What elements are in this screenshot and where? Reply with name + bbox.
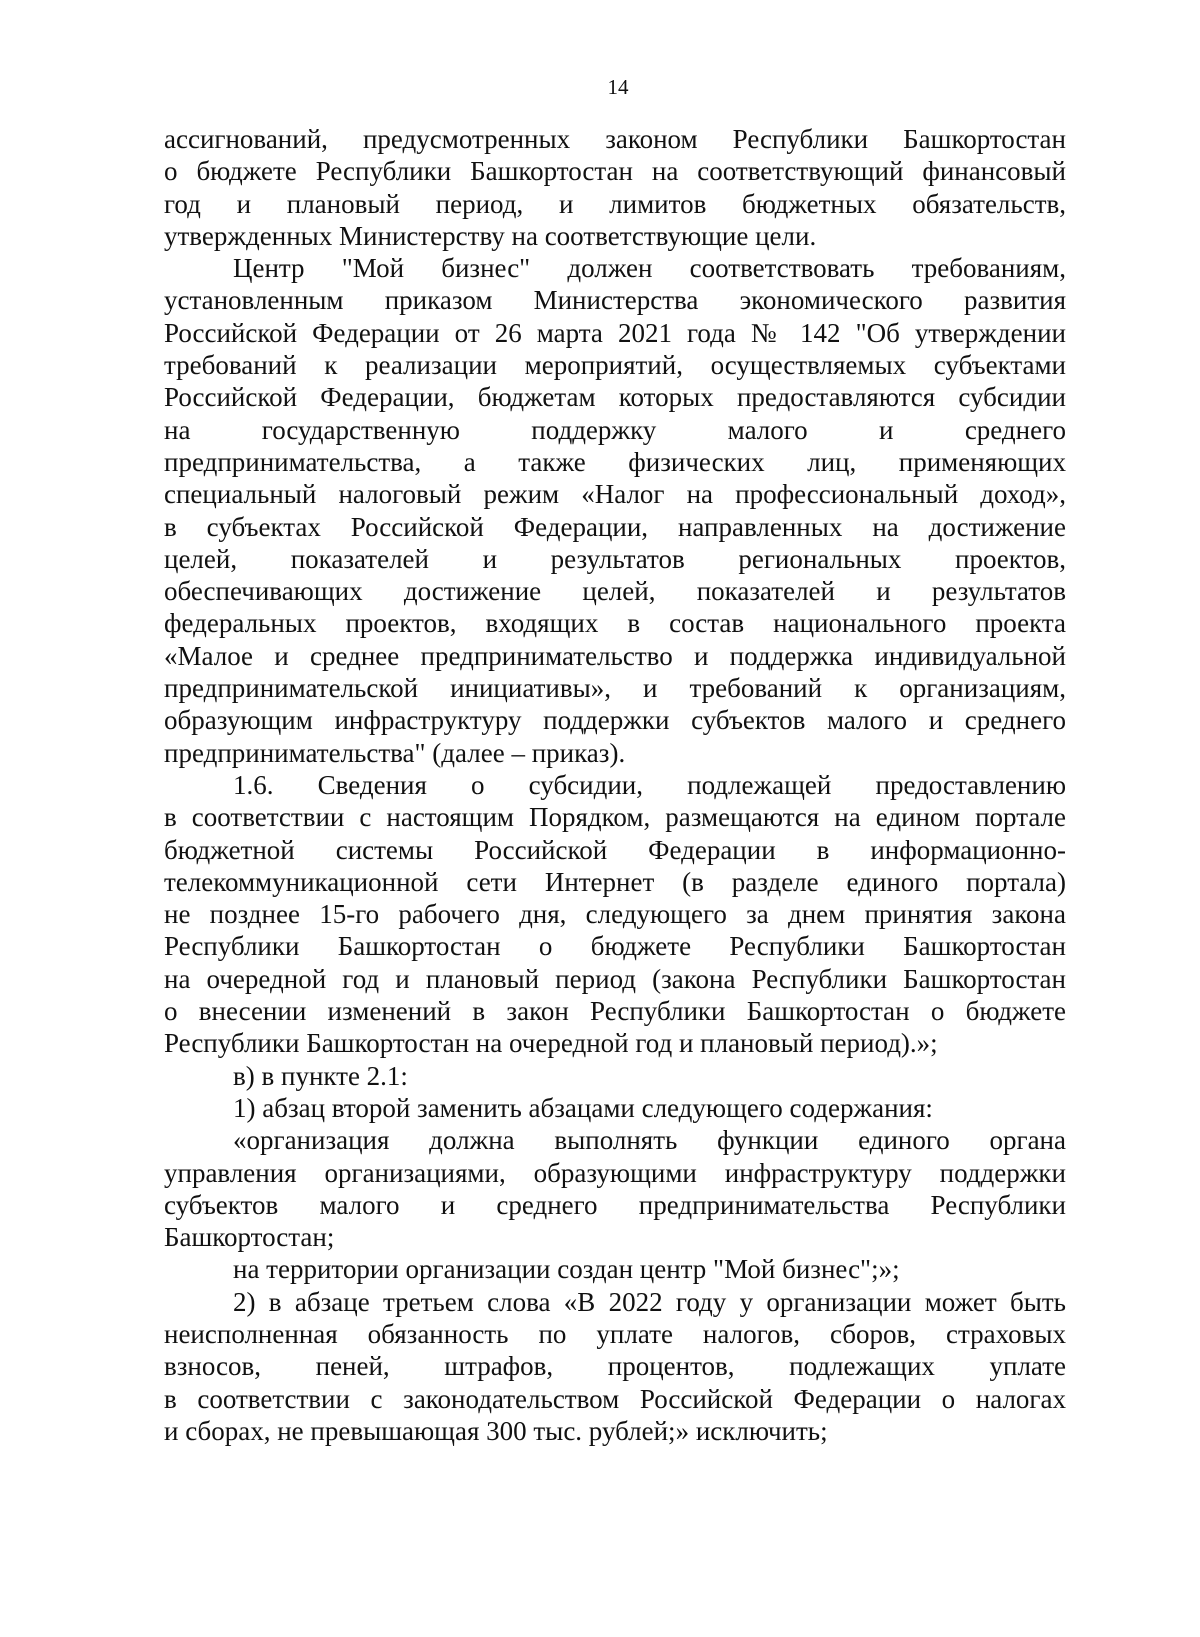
text-line: образующим инфраструктуру поддержки субъектов малого и среднего [164,705,1066,736]
text-line: Центр "Мой бизнес" должен соответствовать требованиям, [233,253,1066,284]
text-line: взносов, пеней, штрафов, процентов, подлежащих уплате [164,1351,1066,1382]
text-line: в соответствии с законодательством Российской Федерации о налогах [164,1383,1066,1414]
page-number: 14 [607,75,629,99]
text-line: управления организациями, образующими инфраструктуру поддержки [164,1157,1066,1188]
text-line: специальный налоговый режим «Налог на профессиональный доход», [164,479,1066,510]
text-line: предпринимательской инициативы», и требований к организациям, [164,673,1066,704]
text-line: 1) абзац второй заменить абзацами следующего содержания: [233,1092,933,1123]
text-line: Российской Федерации, бюджетам которых предоставляются субсидии [164,382,1066,413]
text-line: предпринимательства" (далее – приказ). [164,737,626,768]
text-line: предпринимательства, а также физических лиц, применяющих [164,446,1066,477]
text-line: о бюджете Республики Башкортостан на соответствующий финансовый [164,156,1066,187]
text-line: обеспечивающих достижение целей, показателей и результатов [164,576,1066,607]
text-line: в) в пункте 2.1: [233,1060,408,1091]
text-line: Башкортостан; [164,1222,335,1253]
text-line: 1.6. Сведения о субсидии, подлежащей предоставлению [233,769,1066,800]
text-line: на государственную поддержку малого и среднего [164,414,1066,445]
text-line: на территории организации создан центр "Мой бизнес";»; [233,1254,900,1285]
document-body [164,123,1066,1447]
text-line: требований к реализации мероприятий, осуществляемых субъектами [164,350,1066,381]
text-line: в субъектах Российской Федерации, направленных на достижение [164,511,1066,542]
text-line: утвержденных Министерству на соответствующие цели. [164,220,817,251]
text-line: субъектов малого и среднего предпринимательства Республики [164,1189,1066,1220]
text-line: установленным приказом Министерства экономического развития [164,285,1066,316]
text-line: неисполненная обязанность по уплате налогов, сборов, страховых [164,1318,1066,1349]
text-line: Республики Башкортостан о бюджете Республики Башкортостан [164,931,1066,962]
text-line: Республики Башкортостан на очередной год и плановый период).»; [164,1028,938,1059]
text-line: «Малое и среднее предпринимательство и поддержка индивидуальной [164,640,1066,671]
text-line: о внесении изменений в закон Республики Башкортостан о бюджете [164,996,1066,1027]
text-line: телекоммуникационной сети Интернет (в разделе единого портала) [164,866,1066,897]
text-line: «организация должна выполнять функции единого органа [233,1125,1066,1156]
text-line: федеральных проектов, входящих в состав национального проекта [164,608,1066,639]
text-line: 2) в абзаце третьем слова «В 2022 году у организации может быть [233,1286,1066,1317]
text-line: год и плановый период, и лимитов бюджетных обязательств, [164,188,1066,219]
text-line: целей, показателей и результатов региональных проектов, [164,543,1066,574]
text-line: не позднее 15-го рабочего дня, следующего за днем принятия закона [164,899,1066,930]
text-line: Российской Федерации от 26 марта 2021 года № 142 "Об утверждении [164,317,1066,348]
text-line: на очередной год и плановый период (закона Республики Башкортостан [164,963,1066,994]
text-line: бюджетной системы Российской Федерации в информационно- [164,834,1066,865]
text-line: в соответствии с настоящим Порядком, размещаются на едином портале [164,802,1066,833]
text-line: ассигнований, предусмотренных законом Республики Башкортостан [164,124,1066,154]
text-line: и сборах, не превышающая 300 тыс. рублей;» исключить; [164,1415,828,1446]
